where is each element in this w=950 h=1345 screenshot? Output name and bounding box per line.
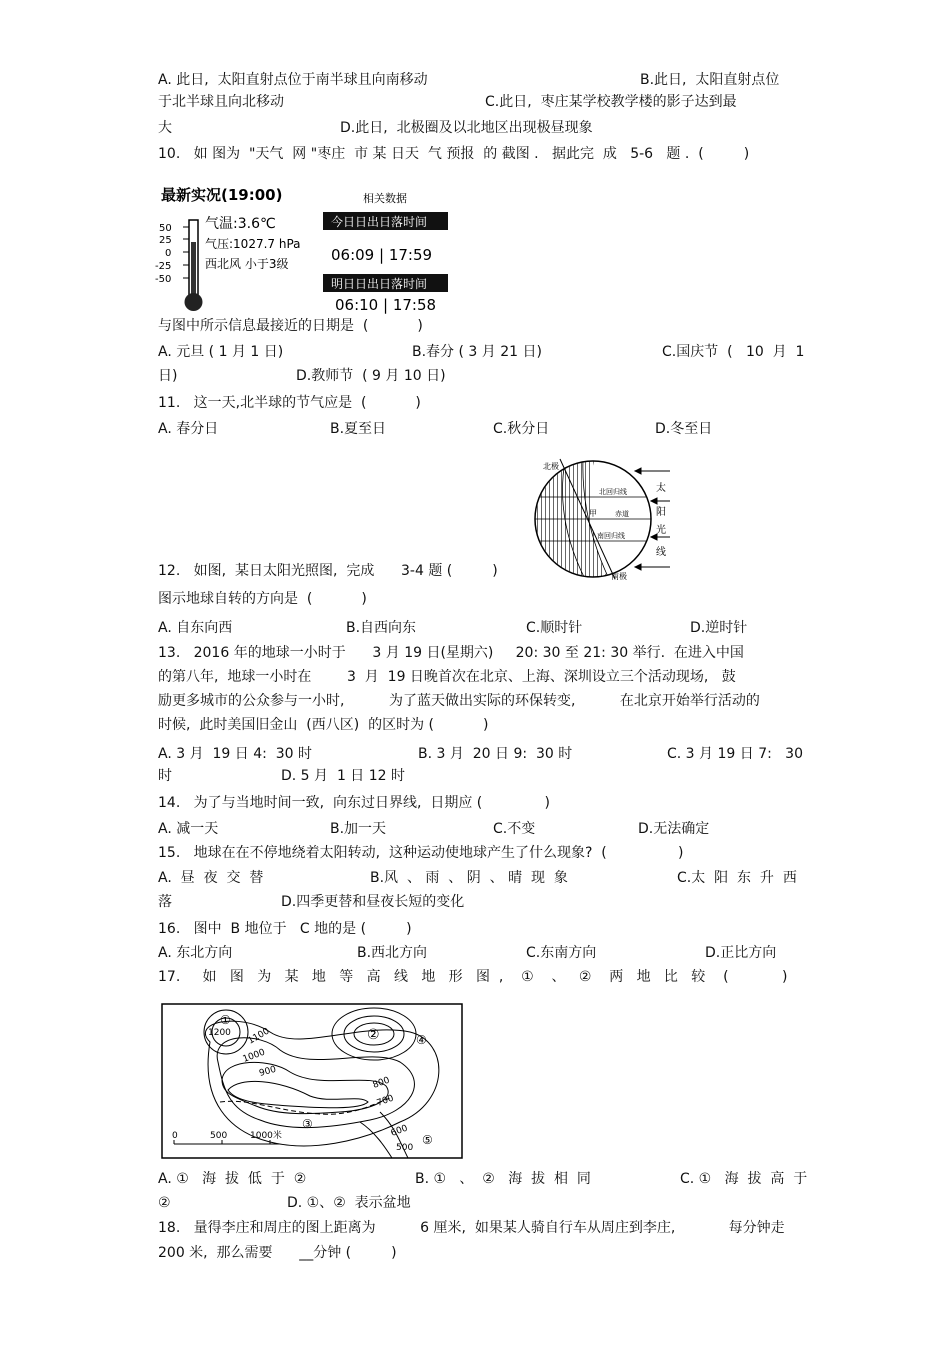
south-pole-label: 南极 (611, 572, 627, 581)
text-line: B.风 、 雨 、 阴 、 晴 现 象 (370, 870, 568, 886)
text-line: 17. 如 图 为 某 地 等 高 线 地 形 图 , ① 、 ② 两 地 比 较 ( ) (158, 969, 788, 985)
text-line: D.教师节 ( 9 月 10 日) (296, 368, 446, 384)
text-line: D.此日, 北极圈及以北地区出现极昼现象 (340, 120, 593, 136)
text-line: 日) (158, 368, 178, 384)
contour-label: 1000 (241, 1047, 267, 1065)
text-line: D. 5 月 1 日 12 时 (281, 768, 406, 784)
text-line: D.无法确定 (638, 821, 710, 837)
today-label: 今日日出日落时间 (331, 215, 428, 229)
text-line: 18. 量得李庄和周庄的图上距离为 6 厘米, 如果某人骑自行车从周庄到李庄, 每分钟走 (158, 1220, 785, 1236)
text-line: B.此日, 太阳直射点位 (640, 72, 780, 88)
thermometer-icon (183, 220, 203, 311)
equator-label: 赤道 (615, 510, 629, 518)
text-line: C.太 阳 东 升 西 (677, 870, 797, 886)
scale-label: 1000米 (250, 1131, 282, 1141)
point-mark-3: ③ (302, 1117, 313, 1131)
text-line: A. ① 海 拔 低 于 ② (158, 1171, 307, 1187)
contour-label: 900 (258, 1064, 278, 1079)
text-line: A. 3 月 19 日 4: 30 时 (158, 746, 312, 762)
contour-label: 700 (375, 1093, 396, 1109)
text-line: A. 此日, 太阳直射点位于南半球且向南移动 (158, 72, 428, 88)
text-line: A. 昼 夜 交 替 (158, 870, 264, 886)
text-line: C.秋分日 (493, 421, 550, 437)
text-line: A. 东北方向 (158, 945, 233, 961)
contour-map-figure (160, 1002, 466, 1168)
sunlight-char: 阳 (656, 507, 666, 518)
text-line: D.正比方向 (705, 945, 777, 961)
temperature-reading: 气温:3.6℃ (205, 216, 276, 232)
text-line: 15. 地球在在不停地绕着太阳转动, 这种运动使地球产生了什么现象? ( ) (158, 845, 684, 861)
text-line: 12. 如图, 某日太阳光照图, 完成 3-4 题 ( ) (158, 563, 498, 579)
scale-label: -50 (155, 274, 172, 285)
text-line: C.此日, 枣庄某学校教学楼的影子达到最 (485, 94, 737, 110)
text-line: 的第八年, 地球一小时在 3 月 19 日晚首次在北京、上海、深圳设立三个活动现场, 鼓 (158, 669, 736, 685)
text-line: A. 春分日 (158, 421, 219, 437)
point-jia-label: 甲 (589, 509, 597, 518)
text-line: D.冬至日 (655, 421, 713, 437)
scale-label: 0 (172, 1131, 178, 1141)
text-line: 图示地球自转的方向是 ( ) (158, 591, 367, 607)
point-mark-4: ④ (416, 1033, 427, 1047)
text-line: 14. 为了与当地时间一致, 向东过日界线, 日期应 ( ) (158, 795, 550, 811)
text-line: 11. 这一天,北半球的节气应是 ( ) (158, 395, 421, 411)
text-line: C.不变 (493, 821, 536, 837)
contour-label: 500 (396, 1143, 414, 1153)
text-line: 10. 如 图为 "天气 网 "枣庄 市 某 日天 气 预报 的 截图 . 据此完 成 5-6 题 . ( ) (158, 146, 750, 162)
text-line: B.自西向东 (346, 620, 417, 636)
related-data-title: 相关数据 (363, 192, 407, 205)
text-line: C. ① 海 拔 高 于 (680, 1171, 808, 1187)
tropic-cancer-label: 北回归线 (599, 488, 627, 496)
text-line: 落 (158, 894, 172, 910)
text-line: C. 3 月 19 日 7: 30 (667, 746, 803, 762)
map-frame (162, 1004, 462, 1158)
text-line: 于北半球且向北移动 (158, 94, 284, 110)
contour-label: 800 (371, 1075, 392, 1091)
point-mark-5: ⑤ (422, 1133, 433, 1147)
text-line: B.春分 ( 3 月 21 日) (412, 344, 542, 360)
contour-label: 1200 (208, 1028, 231, 1038)
scale-label: 500 (210, 1131, 228, 1141)
text-line: 16. 图中 B 地位于 C 地的是 ( ) (158, 921, 412, 937)
text-line: D.四季更替和昼夜长短的变化 (281, 894, 465, 910)
tomorrow-times: 06:10 | 17:58 (335, 296, 437, 314)
wind-reading: 西北风 小于3级 (205, 257, 289, 271)
text-line: B. ① 、 ② 海 拔 相 同 (415, 1171, 591, 1187)
scale-label: 50 (159, 223, 172, 234)
text-line: 励更多城市的公众参与一小时, 为了蓝天做出实际的环保转变, 在北京开始举行活动的 (158, 693, 760, 709)
text-line: C.东南方向 (526, 945, 597, 961)
text-line: 13. 2016 年的地球一小时于 3 月 19 日(星期六) 20: 30 至 21: 30 举行. 在进入中国 (158, 645, 744, 661)
weather-forecast-figure (155, 182, 455, 320)
scale-label: 0 (165, 248, 172, 259)
sunlight-char: 太 (656, 483, 666, 494)
text-line: ② (158, 1195, 171, 1211)
pressure-reading: 气压:1027.7 hPa (205, 237, 301, 251)
text-line: D. ①、② 表示盆地 (287, 1195, 411, 1211)
point-mark-2: ② (367, 1027, 380, 1043)
scale-label: -25 (155, 261, 172, 272)
text-line: A. 自东向西 (158, 620, 233, 636)
weather-heading: 最新实况(19:00) (161, 186, 283, 204)
text-line: A. 减一天 (158, 821, 219, 837)
north-pole-label: 北极 (543, 462, 559, 471)
point-mark-1: ① (220, 1013, 231, 1027)
globe-illumination-figure (525, 455, 675, 583)
tomorrow-label: 明日日出日落时间 (331, 277, 428, 291)
today-times: 06:09 | 17:59 (331, 246, 433, 264)
text-line: 200 米, 那么需要 __分钟 ( ) (158, 1245, 397, 1261)
text-line: 与图中所示信息最接近的日期是 ( ) (158, 318, 423, 334)
text-line: B.夏至日 (330, 421, 387, 437)
text-line: B.西北方向 (357, 945, 428, 961)
sunlight-char: 线 (656, 547, 666, 558)
text-line: 时 (158, 768, 172, 784)
text-line: 时候, 此时美国旧金山 (西八区) 的区时为 ( ) (158, 717, 489, 733)
text-line: A. 元旦 ( 1 月 1 日) (158, 344, 284, 360)
text-line: 大 (158, 120, 172, 136)
scale-label: 25 (159, 235, 172, 246)
contour-label: 600 (389, 1123, 410, 1139)
contour-label: 1100 (246, 1026, 272, 1047)
text-line: C.国庆节 ( 10 月 1 (662, 344, 805, 360)
tropic-capricorn-label: 南回归线 (597, 532, 625, 540)
text-line: B. 3 月 20 日 9: 30 时 (418, 746, 573, 762)
text-line: D.逆时针 (690, 620, 748, 636)
sunlight-char: 光 (656, 525, 666, 536)
text-line: B.加一天 (330, 821, 387, 837)
text-line: C.顺时针 (526, 620, 583, 636)
